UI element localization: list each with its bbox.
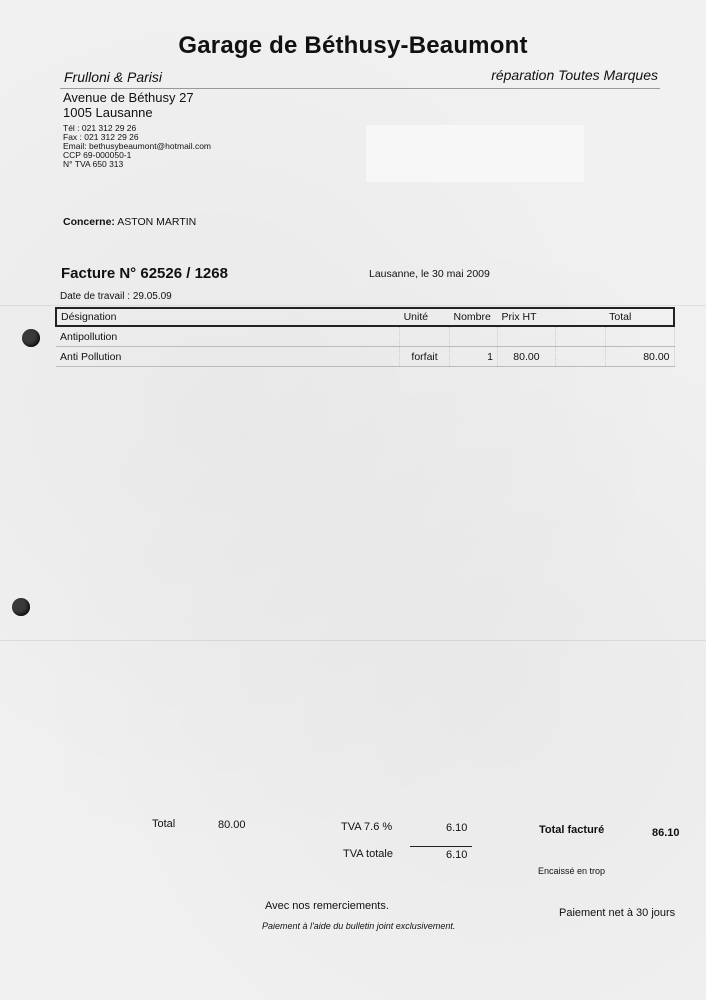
payment-terms: Paiement net à 30 jours bbox=[559, 907, 676, 919]
tel: Tél : 021 312 29 26 bbox=[63, 123, 137, 133]
redacted-recipient-block bbox=[366, 125, 584, 182]
total-facture-label: Total facturé bbox=[539, 824, 605, 836]
tva-total-value: 6.10 bbox=[446, 849, 468, 861]
cell-blank bbox=[555, 347, 605, 367]
address-street: Avenue de Béthusy 27 bbox=[63, 90, 194, 105]
header-divider bbox=[60, 88, 660, 89]
tva-value: 6.10 bbox=[446, 822, 468, 834]
fold-line bbox=[0, 305, 706, 306]
cell-unite bbox=[400, 326, 450, 347]
address-city: 1005 Lausanne bbox=[63, 105, 153, 120]
work-date: Date de travail : 29.05.09 bbox=[60, 291, 172, 302]
tva-number: N° TVA 650 313 bbox=[63, 159, 124, 169]
fax: Fax : 021 312 29 26 bbox=[63, 132, 139, 142]
total-value: 80.00 bbox=[218, 819, 246, 831]
col-prix-ht: Prix HT bbox=[497, 308, 555, 326]
invoice-number: Facture N° 62526 / 1268 bbox=[61, 265, 228, 282]
encaisse-en-trop: Encaissé en trop bbox=[538, 866, 606, 876]
email: Email: bethusybeaumont@hotmail.com bbox=[63, 141, 212, 151]
table-row bbox=[56, 347, 674, 367]
punch-hole bbox=[22, 329, 40, 347]
company-name: Garage de Béthusy-Beaumont bbox=[178, 32, 528, 59]
payment-note: Paiement à l'aide du bulletin joint exclusivement. bbox=[262, 921, 456, 931]
concerne bbox=[63, 216, 196, 228]
table-row bbox=[56, 326, 674, 347]
cell-total: 80.00 bbox=[605, 347, 674, 367]
col-unite: Unité bbox=[400, 308, 450, 326]
cell-designation: Anti Pollution bbox=[56, 347, 400, 367]
cell-prix bbox=[497, 326, 555, 347]
fold-line bbox=[0, 640, 706, 641]
col-designation: Désignation bbox=[56, 308, 400, 326]
cell-unite: forfait bbox=[400, 347, 450, 367]
tva-total-label: TVA totale bbox=[343, 848, 393, 860]
total-facture-value: 86.10 bbox=[652, 827, 680, 839]
items-table bbox=[55, 307, 675, 367]
tva-sum-line bbox=[410, 846, 472, 847]
col-blank bbox=[555, 308, 605, 326]
col-nombre: Nombre bbox=[450, 308, 498, 326]
cell-nombre bbox=[450, 326, 498, 347]
cell-designation: Antipollution bbox=[56, 326, 400, 347]
cell-blank bbox=[555, 326, 605, 347]
cell-prix: 80.00 bbox=[497, 347, 555, 367]
concerne-value: ASTON MARTIN bbox=[117, 216, 197, 228]
thanks: Avec nos remerciements. bbox=[265, 900, 389, 912]
tva-label: TVA 7.6 % bbox=[341, 821, 393, 833]
tagline: réparation Toutes Marques bbox=[491, 67, 658, 83]
punch-hole bbox=[12, 598, 30, 616]
cell-nombre: 1 bbox=[450, 347, 498, 367]
table-header-row bbox=[56, 308, 674, 326]
concerne-label: Concerne: bbox=[63, 216, 115, 228]
place-date: Lausanne, le 30 mai 2009 bbox=[369, 268, 490, 280]
col-total: Total bbox=[605, 308, 674, 326]
ccp: CCP 69-000050-1 bbox=[63, 150, 132, 160]
owners: Frulloni & Parisi bbox=[64, 69, 163, 85]
cell-total bbox=[605, 326, 674, 347]
total-label: Total bbox=[152, 818, 176, 830]
